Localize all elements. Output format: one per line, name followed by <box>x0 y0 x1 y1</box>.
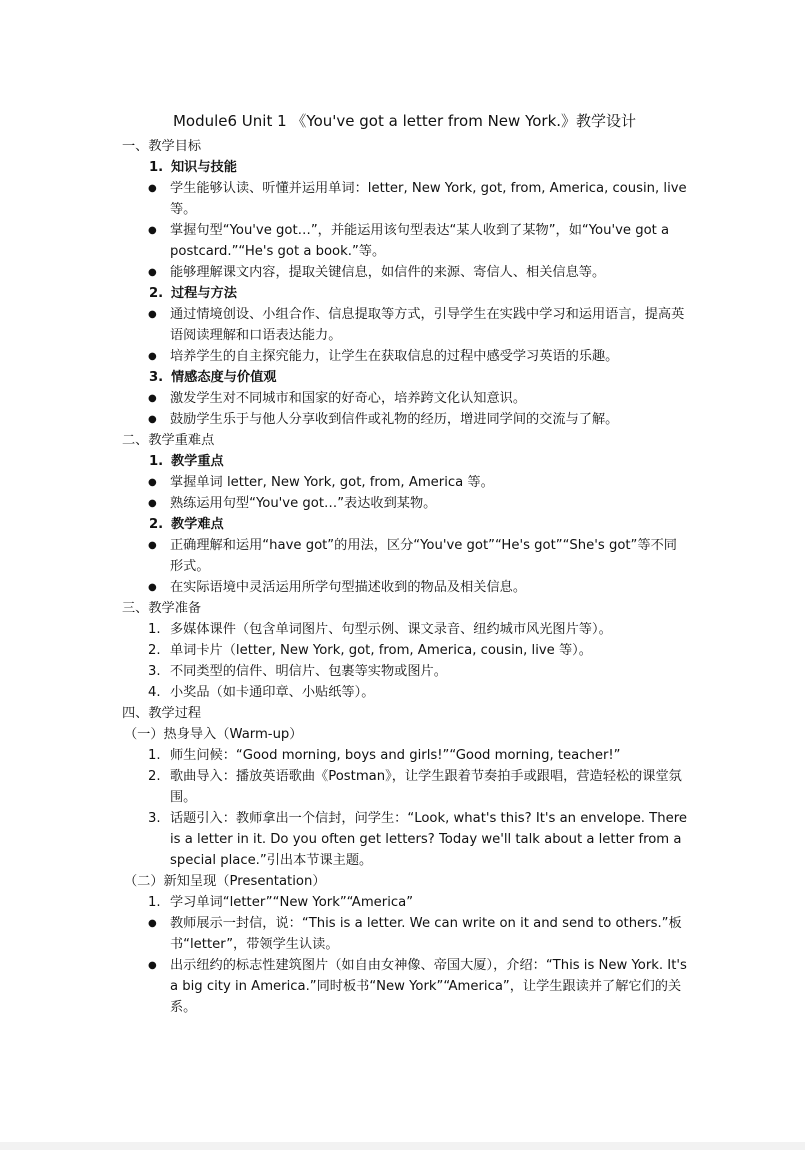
list-item: ● 通过情境创设、小组合作、信息提取等方式，引导学生在实践中学习和运用语言，提高英语阅读理解和口语表达能力。 <box>122 304 687 346</box>
section-heading-preparation: 三、教学准备 <box>122 601 202 616</box>
bullet-icon: ● <box>148 960 157 971</box>
phase-heading-warm-up: （一）热身导入（Warm-up） <box>124 727 303 742</box>
list-item: 1. 师生问候：“Good morning, boys and girls!”“Good morning, teacher!” <box>148 748 621 763</box>
list-item: 3. 话题引入：教师拿出一个信封，问学生：“Look, what's this? It's an envelope. There is a letter in it. Do you often get letters? Today we'll talk about a letter from a special place.”引出本节课主题。 <box>148 811 687 868</box>
list-item: ● 在实际语境中灵活运用所学句型描述收到的物品及相关信息。 <box>122 577 687 598</box>
list-item: 1. 学习单词“letter”“New York”“America” <box>148 895 414 910</box>
subheading: 2. 教学难点 <box>149 517 224 532</box>
bullet-icon: ● <box>148 414 157 425</box>
list-item: ● 熟练运用句型“You've got…”表达收到某物。 <box>122 493 687 514</box>
bullet-icon: ● <box>148 582 157 593</box>
list-item: ● 激发学生对不同城市和国家的好奇心，培养跨文化认知意识。 <box>122 388 687 409</box>
phase-heading-presentation: （二）新知呈现（Presentation） <box>124 874 326 889</box>
list-item: ● 正确理解和运用“have got”的用法，区分“You've got”“He's got”“She's got”等不同形式。 <box>122 535 687 577</box>
bullet-icon: ● <box>148 225 157 236</box>
subheading: 1. 知识与技能 <box>149 160 237 175</box>
list-item: ● 教师展示一封信，说：“This is a letter. We can write on it and send to others.”板书“letter”，带领学生认读。 <box>122 913 687 955</box>
list-item: ● 培养学生的自主探究能力，让学生在获取信息的过程中感受学习英语的乐趣。 <box>122 346 687 367</box>
list-item: ● 鼓励学生乐于与他人分享收到信件或礼物的经历，增进同学间的交流与了解。 <box>122 409 687 430</box>
bullet-icon: ● <box>148 477 157 488</box>
bullet-icon: ● <box>148 267 157 278</box>
bullet-icon: ● <box>148 393 157 404</box>
list-item: 1. 多媒体课件（包含单词图片、句型示例、课文录音、纽约城市风光图片等）。 <box>148 622 612 637</box>
section-heading-process: 四、教学过程 <box>122 706 202 721</box>
list-item: ● 出示纽约的标志性建筑图片（如自由女神像、帝国大厦），介绍：“This is New York. It's a big city in America.”同时板书“New York”“America”，让学生跟读并了解它们的关系。 <box>122 955 687 1018</box>
bullet-icon: ● <box>148 351 157 362</box>
bullet-icon: ● <box>148 918 157 929</box>
subheading: 3. 情感态度与价值观 <box>149 370 277 385</box>
bullet-icon: ● <box>148 309 157 320</box>
list-item: ● 能够理解课文内容，提取关键信息，如信件的来源、寄信人、相关信息等。 <box>122 262 687 283</box>
bullet-icon: ● <box>148 540 157 551</box>
list-item: 4. 小奖品（如卡通印章、小贴纸等）。 <box>148 685 375 700</box>
bullet-icon: ● <box>148 183 157 194</box>
list-item: 2. 单词卡片（letter, New York, got, from, America, cousin, live 等）。 <box>148 643 592 658</box>
list-item: ● 掌握句型“You've got…”，并能运用该句型表达“某人收到了某物”，如“You've got a postcard.”“He's got a book.”等。 <box>122 220 687 262</box>
section-heading-objectives: 一、教学目标 <box>122 139 202 154</box>
subheading: 2. 过程与方法 <box>149 286 237 301</box>
list-item: 2. 歌曲导入：播放英语歌曲《Postman》，让学生跟着节奏拍手或跟唱，营造轻松的课堂氛围。 <box>148 769 682 805</box>
list-item: ● 掌握单词 letter, New York, got, from, America 等。 <box>122 472 687 493</box>
subheading: 1. 教学重点 <box>149 454 224 469</box>
list-item: 3. 不同类型的信件、明信片、包裹等实物或图片。 <box>148 664 447 679</box>
document-title: Module6 Unit 1 《You've got a letter from New York.》教学设计 <box>172 112 637 130</box>
section-heading-key-points: 二、教学重难点 <box>122 433 215 448</box>
list-item: ● 学生能够认读、听懂并运用单词：letter, New York, got, from, America, cousin, live 等。 <box>122 178 687 220</box>
bullet-icon: ● <box>148 498 157 509</box>
